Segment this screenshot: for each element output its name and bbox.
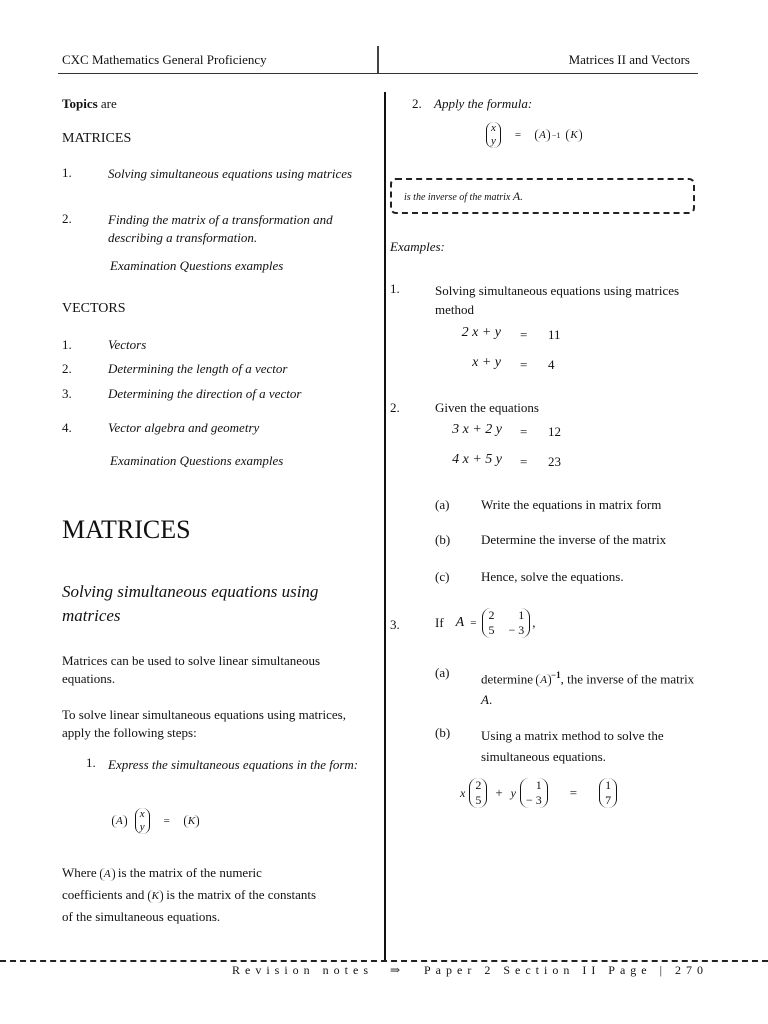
list-item-number: 4.: [62, 420, 72, 435]
part-label: (a): [435, 497, 450, 512]
equals-sign: =: [520, 327, 528, 342]
section-subtitle: Solving simultaneous equations using matrices: [62, 582, 319, 625]
list-item: Vector algebra and geometry: [108, 420, 260, 435]
equation-rhs: 12: [548, 424, 561, 439]
footer-page: Paper 2 Section II Page | 270: [424, 963, 709, 977]
inverse-note: is the inverse of the matrix A.: [404, 189, 523, 203]
list-item: Determining the direction of a vector: [108, 386, 302, 401]
step-text: Apply the formula:: [434, 96, 533, 111]
column-vector: 1 − 3: [520, 778, 548, 808]
vector-xy: x y: [486, 122, 501, 148]
example-number: 2.: [390, 400, 400, 415]
equation-lhs: x + y: [472, 355, 501, 370]
matrix-A-definition: If A = 2 1 5 − 3 ,: [435, 608, 536, 637]
matrix-A: A: [535, 129, 550, 142]
list-item-number: 1.: [62, 165, 72, 180]
topics-intro: Topics are: [62, 96, 117, 111]
equation-rhs: 4: [548, 357, 555, 372]
examples-label: Examples:: [390, 239, 445, 254]
list-item: Vectors: [108, 337, 147, 352]
footer-arrow: ⇒: [390, 963, 401, 977]
header-divider: [377, 46, 379, 74]
paragraph: To solve linear simultaneous equations using matrices, apply the following steps:: [62, 707, 346, 740]
equals-sign: =: [520, 454, 528, 469]
matrix-K: K: [184, 815, 199, 828]
part-label: (b): [435, 725, 451, 740]
matrix-form-equation: [112, 808, 199, 834]
header-left: CXC Mathematics General Proficiency: [62, 52, 267, 67]
example-number: 1.: [390, 281, 400, 296]
part-text: determine A $^{-1}$, the inverse of the matrix A.: [481, 670, 695, 708]
paragraph: Matrices can be used to solve linear simultaneous equations.: [62, 653, 321, 686]
equals-sign: =: [163, 815, 170, 827]
vector-equation: x 2 5 + y 1 − 3 = 1 7: [460, 778, 617, 808]
list-item-number: 1.: [62, 337, 72, 352]
equation-rhs: 11: [548, 327, 561, 342]
header-rule: [58, 73, 698, 74]
list-item-number: 3.: [62, 386, 72, 401]
part-text: Write the equations in matrix form: [481, 497, 662, 512]
footer-rule: [0, 960, 768, 962]
example-text: Solving simultaneous equations using matrices method: [435, 283, 680, 317]
equation-lhs: 4 x + 5 y: [452, 452, 502, 467]
step-text: Express the simultaneous equations in the form:: [108, 757, 359, 772]
list-item: Solving simultaneous equations using matrices: [108, 166, 353, 181]
list-item: Determining the length of a vector: [108, 361, 288, 376]
example-text: Given the equations: [435, 400, 539, 415]
matrices-exam-examples: Examination Questions examples: [110, 258, 284, 273]
header-right: Matrices II and Vectors: [568, 52, 690, 67]
list-item-number: 2.: [62, 361, 72, 376]
list-item: Finding the matrix of a transformation and describing a transformation.: [108, 212, 333, 245]
vector-xy: x y: [135, 808, 150, 834]
where-paragraph: Where A is the matrix of the numeric coefficients and K is the matrix of the constants of the simultaneous equations.: [62, 865, 317, 924]
part-text: Using a matrix method to solve the simultaneous equations.: [481, 728, 664, 764]
column-vector: 2 5: [469, 778, 487, 808]
vectors-exam-examples: Examination Questions examples: [110, 453, 284, 468]
equation-lhs: 2 x + y: [461, 325, 501, 340]
part-text: Determine the inverse of the matrix: [481, 532, 667, 547]
topics-matrices-heading: MATRICES: [62, 131, 132, 146]
part-label: (b): [435, 532, 451, 547]
inverse-exponent: −1: [551, 130, 561, 140]
equals-sign: =: [520, 357, 528, 372]
matrix-2x2: 2 1 5 − 3: [482, 608, 530, 638]
column-divider: [384, 92, 386, 960]
column-vector: 1 7: [599, 778, 617, 808]
matrix-K: K: [566, 129, 581, 142]
example-number: 3.: [390, 617, 400, 632]
equals-sign: =: [514, 129, 522, 141]
matrix-A: A: [112, 815, 127, 828]
step-number: 2.: [412, 96, 422, 111]
part-label: (c): [435, 569, 450, 584]
footer-left: Revision notes: [232, 963, 373, 977]
equation-lhs: 3 x + 2 y: [452, 422, 502, 437]
equals-sign: =: [520, 424, 528, 439]
equation-rhs: 23: [548, 454, 561, 469]
part-text: Hence, solve the equations.: [481, 569, 624, 584]
topics-vectors-heading: VECTORS: [62, 301, 126, 316]
part-label: (a): [435, 665, 450, 680]
inverse-formula: [486, 122, 582, 148]
step-number: 1.: [86, 755, 96, 770]
list-item-number: 2.: [62, 211, 72, 226]
section-title: MATRICES: [62, 515, 191, 544]
